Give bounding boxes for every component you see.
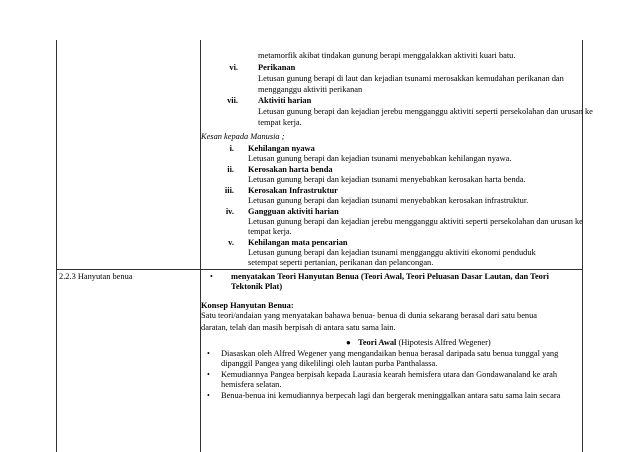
bullet-text-line: Diasaskan oleh Alfred Wegener yang mengandaikan benua berasal daripada satu benua tunggal yang — [221, 349, 559, 358]
item-text-line: Letusan gunung berapi dan kejadian jerebu mengganggu aktiviti seperti persekolahan dan urusan ke — [248, 217, 583, 226]
objective-line: menyatakan Teori Hanyutan Benua (Teori Awal, Teori Peluasan Dasar Lautan, dan Teori — [231, 272, 549, 281]
bullet-icon: • — [207, 370, 210, 379]
content-table — [56, 40, 593, 452]
item-title: Perikanan — [258, 63, 296, 72]
item-text-line: Letusan gunung berapi dan kejadian tsunami menyebabkan kerosakan infrastruktur. — [248, 196, 529, 205]
bullet-icon: • — [207, 391, 210, 400]
teori-awal-heading — [358, 338, 491, 348]
bullet-icon: • — [207, 349, 210, 358]
konsep-heading: Konsep Hanyutan Benua: — [201, 301, 294, 310]
table-border-right — [582, 40, 583, 452]
top-cell — [200, 40, 593, 269]
bullet-text-line: Benua-benua ini kemudiannya berpecah lagi dan bergerak meninggalkan antara satu sama lain secara — [221, 391, 561, 400]
continuation-line: metamorfik akibat tindakan gunung berapi menggalakkan aktiviti kuari batu. — [258, 51, 516, 60]
item-number: ii. — [227, 165, 234, 174]
bottom-cell — [200, 269, 582, 452]
table-border-left — [56, 40, 57, 452]
kesan-heading: Kesan kepada Manusia ; — [201, 132, 285, 141]
item-text-line: Letusan gunung berapi di laut dan kejadian tsunami merosakkan kemudahan perikanan dan — [258, 74, 564, 83]
item-title: Kehilangan nyawa — [248, 144, 315, 153]
item-title: Kerosakan Infrastruktur — [248, 186, 338, 195]
bullet-text-line: Kemudiannya Pangea berpisah kepada Laurasia kearah hemisfera utara dan Gondawanaland ke arah — [221, 370, 558, 379]
item-text-line: Letusan gunung berapi dan kejadian tsunami menyebabkan kehilangan nyawa. — [248, 154, 512, 163]
item-text-line: setempat seperti pertanian, perikanan dan pelancongan. — [248, 258, 434, 267]
item-text-line: Letusan gunung berapi dan kejadian tsunami mengganggu aktiviti ekonomi penduduk — [248, 248, 536, 257]
objective-line: Tektonik Plat) — [231, 282, 283, 291]
konsep-text-line: Satu teori/andaian yang menyatakan bahawa benua- benua di dunia sekarang berasal dari satu benua — [201, 311, 538, 320]
item-title: Aktiviti harian — [258, 96, 312, 105]
item-number: i. — [229, 144, 234, 153]
bullet-icon: ● — [346, 338, 351, 347]
item-number: vi. — [229, 63, 238, 72]
bullet-text-line: hemisfera selatan. — [221, 380, 282, 389]
item-text-line: Letusan gunung berapi dan kejadian jerebu mengganggu aktiviti seperti persekolahan dan urusan ke — [258, 107, 593, 116]
item-text-line: tempat kerja. — [258, 118, 302, 127]
teori-awal-title: Teori Awal — [358, 338, 397, 347]
item-title: Kerosakan harta benda — [248, 165, 333, 174]
item-text-line: tempat kerja. — [248, 227, 292, 236]
item-title: Kehilangan mata pencarian — [248, 238, 348, 247]
konsep-text-line: daratan, telah dan masih berpisah di antara satu sama lain. — [201, 323, 396, 332]
bullet-icon: • — [210, 272, 213, 281]
item-number: v. — [228, 238, 234, 247]
item-text-line: mengganggu aktiviti perikanan — [258, 85, 363, 94]
item-text-line: Letusan gunung berapi dan kejadian tsunami menyebabkan kerosakan harta benda. — [248, 175, 526, 184]
item-number: vii. — [227, 96, 238, 105]
row-label: 2.2.3 Hanyutan benua — [59, 272, 133, 281]
item-number: iii. — [224, 186, 234, 195]
row-label-cell — [59, 272, 197, 282]
item-number: iv. — [225, 207, 234, 216]
item-title: Gangguan aktiviti harian — [248, 207, 339, 216]
bullet-text-line: dipanggil Pangea yang dikelilingi oleh lautan purba Panthalassa. — [221, 359, 438, 368]
teori-awal-subtitle: (Hipotesis Alfred Wegener) — [398, 338, 491, 347]
